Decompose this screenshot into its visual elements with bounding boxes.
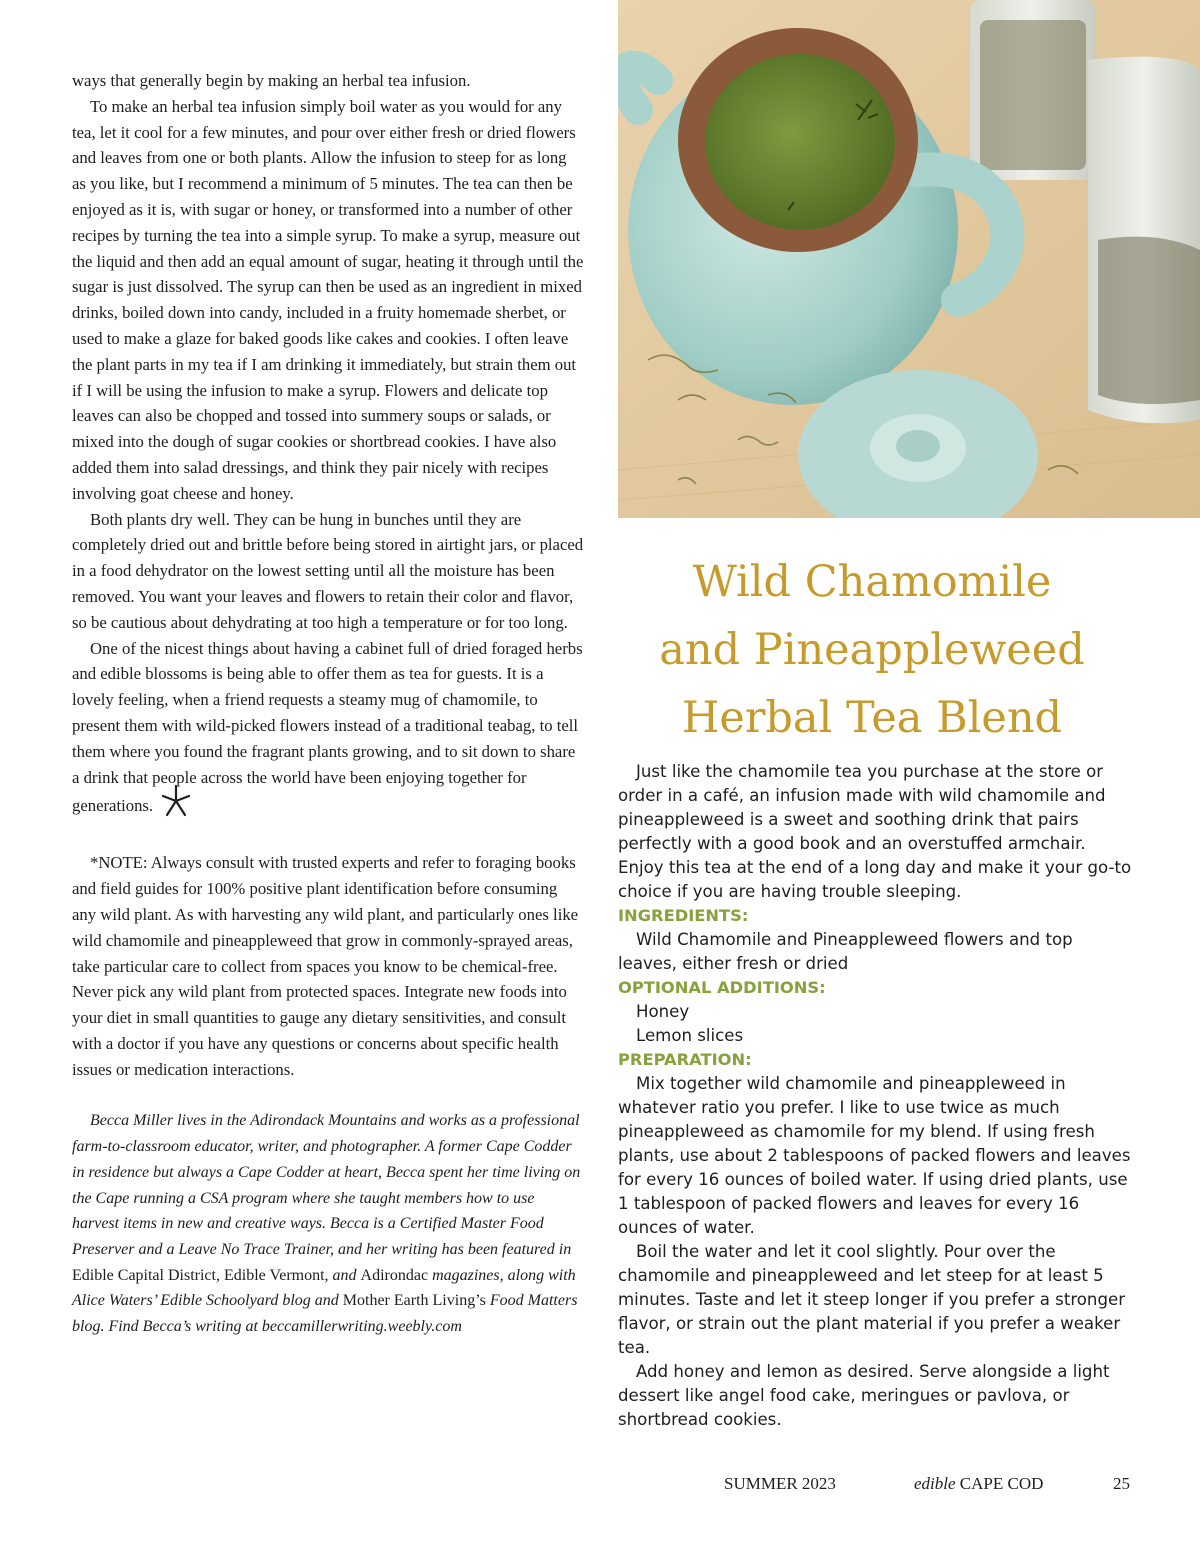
footer-brand-rest: CAPE COD (959, 1474, 1044, 1493)
article-paragraph-3: Both plants dry well. They can be hung in bunches until they are completely dried out and brittle before being stored in airtight jars, or placed in a food dehydrator on the lowest setting until all the moisture has been removed. You want your leaves and flowers to retain their color and flavor, so be cautious about dehydrating at too high a temperature or for too long. (72, 509, 584, 632)
optional-heading: OPTIONAL ADDITIONS: (618, 978, 826, 997)
bio-publication-2: Edible Vermont (223, 1266, 325, 1284)
footer-issue: SUMMER 2023 (724, 1474, 836, 1493)
preparation-step-1: Mix together wild chamomile and pineappleweed in whatever ratio you prefer. I like to use twice as much pineappleweed as chamomile for my blend. If using fresh plants, use about 2 tablespoons of packed flowers and leaves for every 16 ounces of boiled water. If using dried plants, use 1 tablespoon of packed flowers and leaves for every 16 ounces of water. (618, 1074, 1131, 1237)
bio-publication-4: Mother Earth Living’s (342, 1292, 486, 1310)
safety-note: *NOTE: Always consult with trusted experts and refer to foraging books and field guides for 100% positive plant identification before consuming any wild plant. As with harvesting any wild plant, and particularly ones like wild chamomile and pineappleweed that grow in commonly-sprayed areas, take particular care to collect from spaces you know to be chemical-free. Never pick any wild plant from protected spaces. Integrate new foods into your diet in small quantities to gauge any dietary sensitivities, and consult with a doctor if you have any questions or concerns about specific health issues or medication interactions. (72, 853, 579, 1079)
bio-text-2: , (215, 1266, 224, 1284)
article-body (72, 68, 584, 1340)
article-paragraph-1: ways that generally begin by making an herbal tea infusion. (72, 71, 471, 90)
recipe-body (618, 760, 1132, 1432)
article-paragraph-4 (72, 636, 584, 825)
bio-publication-1: Edible Capital District (72, 1266, 216, 1284)
recipe-title-line-1: Wild Chamomile (692, 557, 1052, 607)
recipe-intro: Just like the chamomile tea you purchase at the store or order in a café, an infusion made with wild chamomile and pineappleweed is a sweet and soothing drink that pairs perfectly with a good book and an overstuffed armchair. Enjoy this tea at the end of a long day and make it your go-to choice if you are having trouble sleeping. (618, 762, 1132, 901)
optional-item-lemon: Lemon slices (636, 1026, 744, 1045)
preparation-step-2: Boil the water and let it cool slightly. Pour over the chamomile and pineappleweed and let steep for at least 5 minutes. Taste and let it steep longer if you prefer a stronger flavor, or strain out the plant material if you prefer a weaker tea. (618, 1242, 1126, 1357)
bio-text-4: magazines, along with Alice Waters’ Edible Schoolyard blog and (72, 1266, 576, 1310)
ingredients-heading: INGREDIENTS: (618, 906, 749, 925)
footer-brand-italic: edible (914, 1474, 956, 1493)
preparation-step-3: Add honey and lemon as desired. Serve alongside a light dessert like angel food cake, meringues or pavlova, or shortbread cookies. (618, 1362, 1110, 1429)
recipe-title (612, 548, 1132, 752)
author-bio (72, 1108, 584, 1339)
optional-item-honey: Honey (636, 1002, 690, 1021)
bio-text-3: , and (324, 1266, 361, 1284)
teapot-photo (618, 0, 1200, 518)
article-paragraph-4-text: One of the nicest things about having a cabinet full of dried foraged herbs and edible blossoms is being able to offer them as tea for guests. It is a lovely feeling, when a friend requests a steamy mug of chamomile, to present them with wild-picked flowers instead of a traditional teabag, to tell them where you found the fragrant plants growing, and to sit down to share a drink that people across the world have been enjoying together for generations. (72, 638, 583, 816)
bio-text-5: Food Matters blog. Find Becca’s writing at beccamillerwriting.weebly.com (72, 1292, 578, 1336)
bio-publication-3: Adirondac (360, 1266, 429, 1284)
recipe-title-line-3: Herbal Tea Blend (681, 693, 1063, 743)
page-number: 25 (1113, 1474, 1130, 1493)
recipe-title-line-2: and Pineappleweed (659, 625, 1085, 675)
article-paragraph-2: To make an herbal tea infusion simply boil water as you would for any tea, let it cool for a few minutes, and pour over either fresh or dried flowers and leaves from one or both plants. Allow the infusion to steep for as long as you like, but I recommend a minimum of 5 minutes. The tea can then be enjoyed as it is, with sugar or honey, or transformed into a number of other recipes by turning the tea into a simple syrup. To make a syrup, measure out the liquid and then add an equal amount of sugar, heating it through until the sugar is just dissolved. The syrup can then be used as an ingredient in mixed drinks, boiled down into candy, included in a fruity homemade sherbet, or used to make a glaze for baked goods like cakes and cookies. I often leave the plant parts in my tea if I am drinking it immediately, but strain them out if I will be using the infusion to make a syrup. Flowers and delicate top leaves can also be chopped and tossed into summery soups or salads, or mixed into the dough of sugar cookies or shortbread cookies. I have also added them into salad dressings, and think they pair nicely with recipes involving goat cheese and honey. (72, 96, 584, 503)
bio-text-1: Becca Miller lives in the Adirondack Mountains and works as a professional farm-to-classroom educator, writer, and photographer. A former Cape Codder in residence but always a Cape Codder at heart, Becca spent her time living on the Cape running a CSA program where she taught members how to use harvest items in new and creative ways. Becca is a Certified Master Food Preserver and a Leave No Trace Trainer, and her writing has been featured in (72, 1112, 581, 1258)
preparation-heading: PREPARATION: (618, 1050, 752, 1069)
ingredients-text: Wild Chamomile and Pineappleweed flowers and top leaves, either fresh or dried (618, 930, 1073, 973)
asterisk-star-icon (159, 784, 193, 818)
footer-brand (914, 1474, 1043, 1494)
